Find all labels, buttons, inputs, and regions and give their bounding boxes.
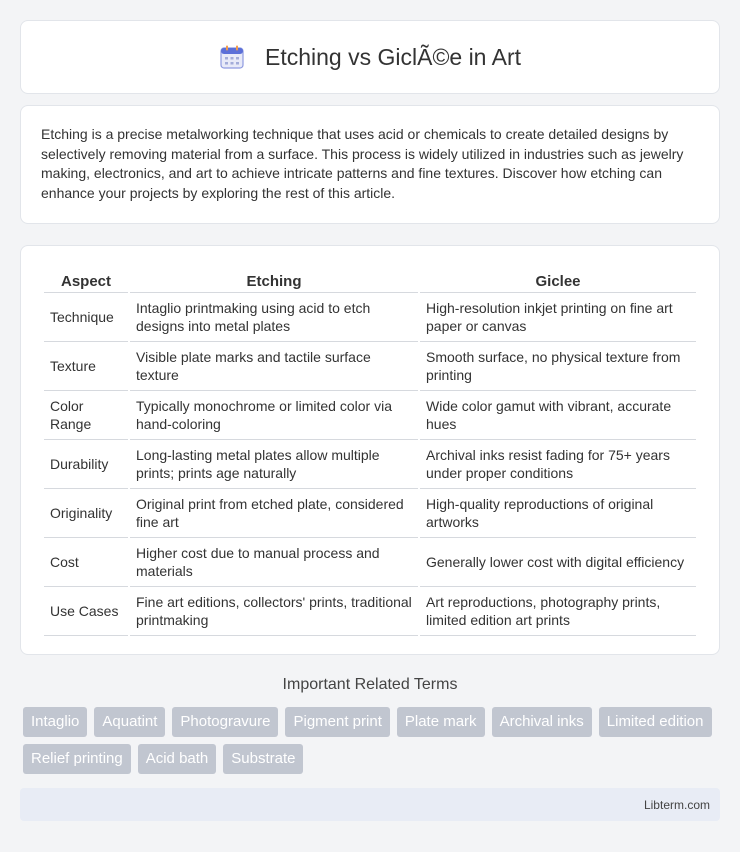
footer-link[interactable]: Libterm.com — [643, 797, 710, 812]
tag-limited-edition[interactable]: Limited edition — [599, 707, 712, 737]
calendar-icon — [219, 44, 245, 70]
tag-acid-bath[interactable]: Acid bath — [138, 744, 217, 774]
row-aspect: Use Cases — [44, 587, 128, 636]
tag-pigment-print[interactable]: Pigment print — [285, 707, 389, 737]
row-etching: Intaglio printmaking using acid to etch designs into metal plates — [130, 293, 418, 342]
tag-plate-mark[interactable]: Plate mark — [397, 707, 485, 737]
row-giclee: Wide color gamut with vibrant, accurate hues — [420, 391, 696, 440]
intro-card — [20, 105, 720, 224]
row-giclee: Art reproductions, photography prints, limited edition art prints — [420, 587, 696, 636]
comparison-card — [20, 245, 720, 655]
tag-substrate[interactable]: Substrate — [223, 744, 303, 774]
related-terms-title: Important Related Terms — [282, 676, 458, 693]
row-aspect: Technique — [44, 293, 128, 342]
table-row — [44, 489, 696, 538]
row-etching: Fine art editions, collectors' prints, traditional printmaking — [130, 587, 418, 636]
tag-archival-inks[interactable]: Archival inks — [492, 707, 592, 737]
comparison-table — [42, 266, 698, 636]
row-aspect: Color Range — [44, 391, 128, 440]
related-terms-tags — [23, 707, 723, 774]
header-aspect: Aspect — [44, 266, 128, 293]
header-giclee: Giclee — [420, 266, 696, 293]
table-row — [44, 342, 696, 391]
row-aspect: Cost — [44, 538, 128, 587]
intro-text: Etching is a precise metalworking technique that uses acid or chemicals to create detailed designs by selectively removing material from a surface. This process is widely utilized in industries such as jewelry making, electronics, and art to achieve intricate patterns and fine textures. Discover how etching can enhance your projects by exploring the rest of this article. — [41, 126, 684, 201]
tag-photogravure[interactable]: Photogravure — [172, 707, 278, 737]
row-etching: Typically monochrome or limited color via hand-coloring — [130, 391, 418, 440]
table-row — [44, 587, 696, 636]
tag-intaglio[interactable]: Intaglio — [23, 707, 87, 737]
row-giclee: Generally lower cost with digital efficiency — [420, 538, 696, 587]
tag-relief-printing[interactable]: Relief printing — [23, 744, 131, 774]
table-row — [44, 293, 696, 342]
header-card — [20, 20, 720, 94]
header-etching: Etching — [130, 266, 418, 293]
row-etching: Original print from etched plate, considered fine art — [130, 489, 418, 538]
row-etching: Visible plate marks and tactile surface texture — [130, 342, 418, 391]
row-aspect: Texture — [44, 342, 128, 391]
table-row — [44, 440, 696, 489]
page-title: Etching vs GiclÃ©e in Art — [265, 43, 521, 70]
row-giclee: High-quality reproductions of original artworks — [420, 489, 696, 538]
table-row — [44, 538, 696, 587]
row-aspect: Durability — [44, 440, 128, 489]
row-giclee: High-resolution inkjet printing on fine art paper or canvas — [420, 293, 696, 342]
footer — [20, 788, 720, 821]
row-giclee: Smooth surface, no physical texture from printing — [420, 342, 696, 391]
row-giclee: Archival inks resist fading for 75+ years under proper conditions — [420, 440, 696, 489]
tag-aquatint[interactable]: Aquatint — [94, 707, 165, 737]
row-etching: Higher cost due to manual process and materials — [130, 538, 418, 587]
row-aspect: Originality — [44, 489, 128, 538]
table-header-row — [44, 266, 696, 293]
table-row — [44, 391, 696, 440]
row-etching: Long-lasting metal plates allow multiple prints; prints age naturally — [130, 440, 418, 489]
